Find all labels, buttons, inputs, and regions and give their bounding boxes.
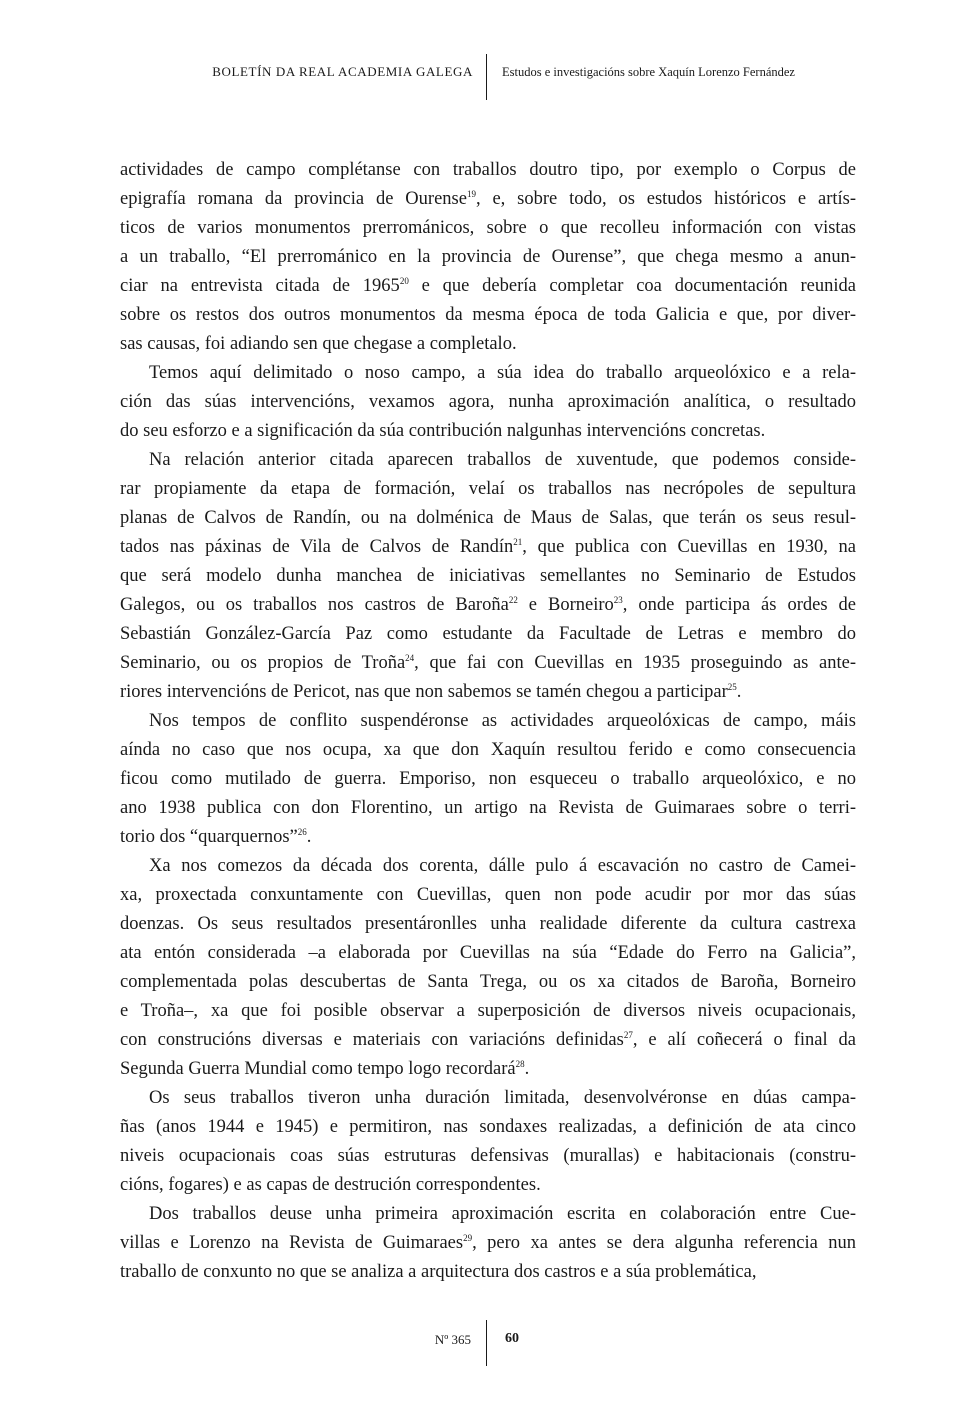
section-title: Estudos e investigacións sobre Xaquín Lorenzo Fernández xyxy=(502,65,795,79)
text-line: Xa nos comezos da década dos corenta, dálle pulo á escavación no castro de Camei- xyxy=(149,856,856,876)
text-line: ata entón considerada –a elaborada por Cuevillas na súa “Edade do Ferro na Galicia”, xyxy=(120,943,856,963)
article-body xyxy=(120,156,856,1287)
text-line: que será modelo dunha manchea de iniciativas semellantes no Seminario de Estudos xyxy=(120,566,856,586)
text-line: e Troña–, xa que foi posible observar a superposición de diversos niveis ocupacionais, xyxy=(120,1001,856,1021)
text-line: doenzas. Os seus resultados presentáronlles unha realidade diferente da cultura castrexa xyxy=(120,914,856,934)
text-line: ficou como mutilado de guerra. Emporiso, non esqueceu o traballo arqueolóxico, e no xyxy=(120,769,856,789)
text-line: Galegos, ou os traballos nos castros de Baroña$^{22}$ e Borneiro$^{23}$, onde participa ás ordes de xyxy=(120,595,856,615)
text-line: do seu esforzo e a significación da súa contribución nalgunhas intervencións concretas. xyxy=(120,421,766,441)
text-line: ticos de varios monumentos prerrománicos, sobre o que recolleu información con vistas xyxy=(120,218,856,238)
text-line: ano 1938 publica con don Florentino, un artigo na Revista de Guimaraes sobre o terri- xyxy=(120,798,856,818)
text-line: xa, proxectada conxuntamente con Cuevillas, quen non pode acudir por mor das súas xyxy=(120,885,856,905)
text-line: con construcións diversas e materiais con variacións definidas$^{27}$, e alí coñecerá o final da xyxy=(120,1030,856,1050)
text-line: sobre os restos dos outros monumentos da mesma época de toda Galicia e que, por diver- xyxy=(120,305,856,325)
text-line: traballo de conxunto no que se analiza a arquitectura dos castros e a súa problemática, xyxy=(120,1262,757,1282)
footnote-reference[interactable]: 21 xyxy=(513,537,523,547)
paragraph xyxy=(120,707,856,852)
footnote-reference[interactable]: 25 xyxy=(727,682,737,692)
text-line: ñas (anos 1944 e 1945) e permitiron, nas sondaxes realizadas, a definición de ata cinco xyxy=(120,1117,856,1137)
text-line: ciar na entrevista citada de 1965$^{20}$ e que debería completar coa documentación reunida xyxy=(120,276,856,296)
text-line: riores intervencións de Pericot, nas que non sabemos se tamén chegou a participar$^{25}$. xyxy=(120,682,742,702)
text-line: rar propiamente da etapa de formación, velaí os traballos nas necrópoles de sepultura xyxy=(120,479,856,499)
paragraph xyxy=(120,359,856,446)
running-header xyxy=(0,52,975,102)
paragraph xyxy=(120,852,856,1084)
footnote-reference[interactable]: 22 xyxy=(508,595,518,605)
footnote-reference[interactable]: 19 xyxy=(466,189,476,199)
running-footer xyxy=(0,1320,975,1368)
text-line: a un traballo, “El prerrománico en la provincia de Ourense”, que chega mesmo a anun- xyxy=(120,247,856,267)
text-line: aínda no caso que nos ocupa, xa que don Xaquín resultou ferido e como consecuencia xyxy=(120,740,856,760)
footnote-reference[interactable]: 29 xyxy=(463,1233,473,1243)
footnote-reference[interactable]: 24 xyxy=(405,653,415,663)
paragraph xyxy=(120,446,856,707)
issue-number: Nº 365 xyxy=(434,1332,471,1347)
text-line: ción das súas intervencións, vexamos agora, nunha aproximación analítica, o resultado xyxy=(120,392,856,412)
page-number: 60 xyxy=(505,1331,519,1346)
footnote-reference[interactable]: 27 xyxy=(623,1030,633,1040)
paragraph xyxy=(120,156,856,359)
footnote-reference[interactable]: 23 xyxy=(613,595,623,605)
text-line: niveis ocupacionais coas súas estruturas defensivas (murallas) e habitacionais (constru- xyxy=(120,1146,856,1166)
text-line: Os seus traballos tiveron unha duración limitada, desenvolvéronse en dúas campa- xyxy=(149,1088,856,1108)
footnote-reference[interactable]: 26 xyxy=(297,827,307,837)
text-line: epigrafía romana da provincia de Ourense$^{19}$, e, sobre todo, os estudos históricos e artís- xyxy=(120,189,856,209)
text-line: planas de Calvos de Randín, ou na dolménica de Maus de Salas, que terán os seus resul- xyxy=(120,508,856,528)
paragraph xyxy=(120,1200,856,1287)
text-line: tados nas páxinas de Vila de Calvos de Randín$^{21}$, que publica con Cuevillas en 1930, na xyxy=(120,537,856,557)
text-line: villas e Lorenzo na Revista de Guimaraes$^{29}$, pero xa antes se dera algunha referencia nun xyxy=(120,1233,856,1253)
text-line: cións, fogares) e as capas de destrución correspondentes. xyxy=(120,1175,541,1195)
text-line: complementada polas descubertas de Santa Trega, ou os xa citados de Baroña, Borneiro xyxy=(120,972,856,992)
text-line: actividades de campo complétanse con traballos doutro tipo, por exemplo o Corpus de xyxy=(120,160,856,180)
text-line: Nos tempos de conflito suspendéronse as actividades arqueolóxicas de campo, máis xyxy=(149,711,856,731)
header-divider xyxy=(486,54,487,100)
text-line: Segunda Guerra Mundial como tempo logo recordará$^{28}$. xyxy=(120,1059,530,1079)
text-line: sas causas, foi adiando sen que chegase a completalo. xyxy=(120,334,517,354)
footer-divider xyxy=(486,1320,487,1366)
footnote-reference[interactable]: 28 xyxy=(515,1059,525,1069)
text-line: Na relación anterior citada aparecen traballos de xuventude, que podemos conside- xyxy=(149,450,856,470)
paragraph xyxy=(120,1084,856,1200)
text-line: Seminario, ou os propios de Troña$^{24}$, que fai con Cuevillas en 1935 proseguindo as ante- xyxy=(120,653,856,673)
text-line: Sebastián González-García Paz como estudante da Facultade de Letras e membro do xyxy=(120,624,856,644)
text-line: Dos traballos deuse unha primeira aproximación escrita en colaboración entre Cue- xyxy=(149,1204,856,1224)
footnote-reference[interactable]: 20 xyxy=(399,276,409,286)
journal-title: BOLETÍN DA REAL ACADEMIA GALEGA xyxy=(212,64,473,79)
text-line: Temos aquí delimitado o noso campo, a súa idea do traballo arqueolóxico e a rela- xyxy=(149,363,856,383)
text-line: torio dos “quarquernos”$^{26}$. xyxy=(120,827,312,847)
